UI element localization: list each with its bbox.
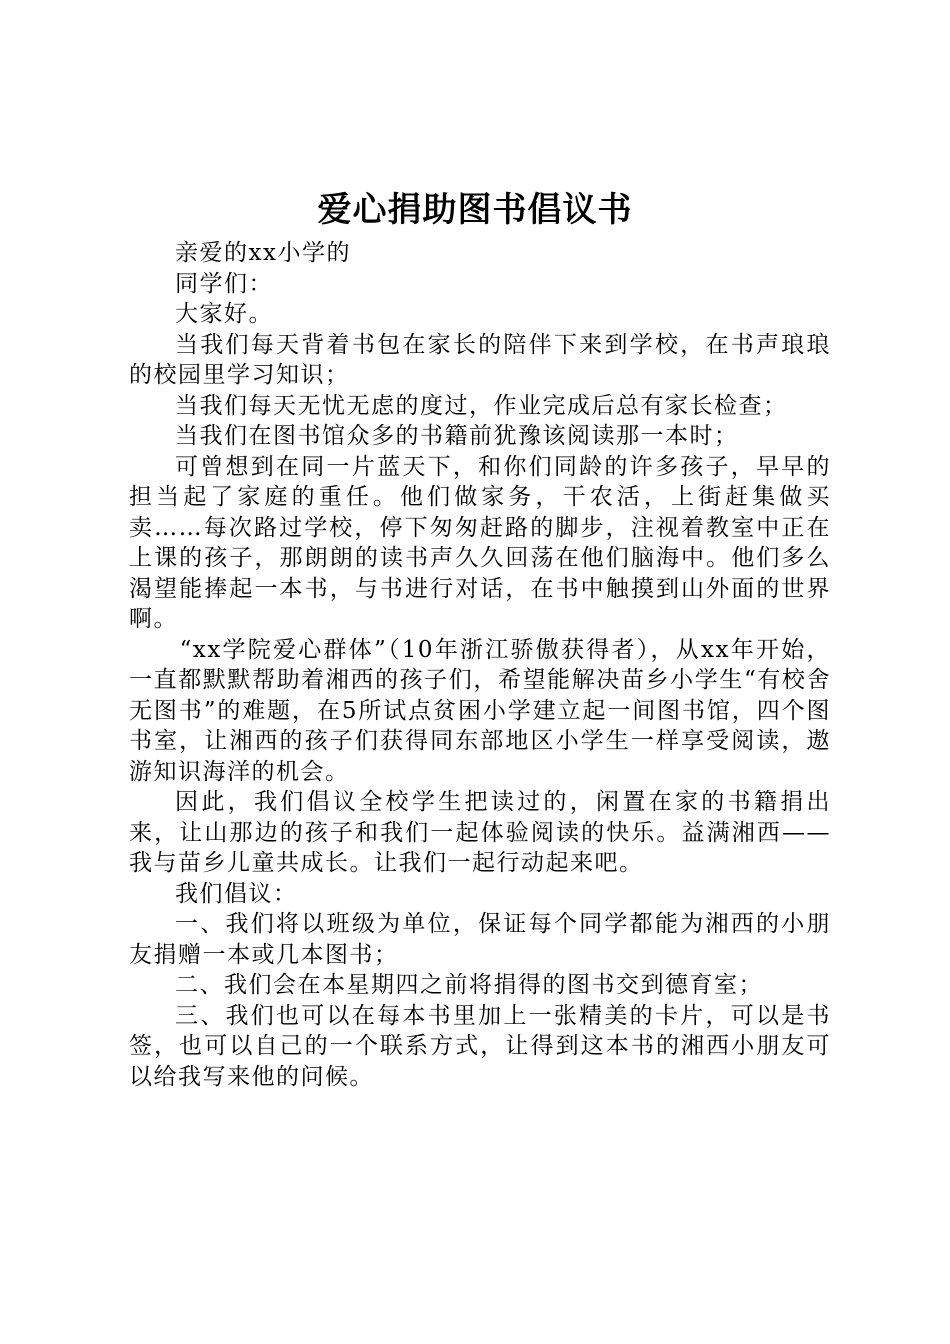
paragraph-1: 当我们每天背着书包在家长的陪伴下来到学校，在书声琅琅的校园里学习知识； [129, 331, 831, 388]
paragraph-3: 当我们在图书馆众多的书籍前犹豫该阅读那一本时； [175, 423, 739, 449]
greeting: 大家好。 [175, 301, 273, 327]
document-body [129, 238, 831, 1092]
proposal-item-1: 一、我们将以班级为单位，保证每个同学都能为湘西的小朋友捐赠一本或几本图书； [129, 911, 831, 968]
paragraph-4: 可曾想到在同一片蓝天下，和你们同龄的许多孩子，早早的担当起了家庭的重任。他们做家务，干农活，上街赶集做买卖……每次路过学校，停下匆匆赶路的脚步，注视着教室中正在上课的孩子，那朗朗的读书声久久回荡在他们脑海中。他们多么渴望能捧起一本书，与书进行对话，在书中触摸到山外面的世界啊。 [129, 453, 831, 632]
salutation-continued: 同学们： [175, 270, 273, 297]
proposal-heading: 我们倡议： [175, 880, 298, 907]
paragraph-2: 当我们每天无忧无虑的度过，作业完成后总有家长检查； [175, 392, 788, 419]
paragraph-6: 因此，我们倡议全校学生把读过的，闲置在家的书籍捐出来，让山那边的孩子和我们一起体验阅读的快乐。益满湘西——我与苗乡儿童共成长。让我们一起行动起来吧。 [129, 789, 831, 876]
document-title: 爱心捐助图书倡议书 [317, 190, 633, 230]
salutation: 亲爱的xx小学的 [175, 240, 351, 266]
proposal-item-2: 二、我们会在本星期四之前将捐得的图书交到德育室； [175, 972, 763, 998]
proposal-item-3: 三、我们也可以在每本书里加上一张精美的卡片，可以是书签，也可以自己的一个联系方式，让得到这本书的湘西小朋友可以给我写来他的问候。 [129, 1002, 831, 1090]
paragraph-5: “xx学院爱心群体”（10年浙江骄傲获得者），从xx年开始，一直都默默帮助着湘西的孩子们，希望能解决苗乡小学生“有校舍无图书”的难题，在5所试点贫困小学建立起一间图书馆，四个图书室，让湘西的孩子们获得同东部地区小学生一样享受阅读，遨游知识海洋的机会。 [129, 636, 831, 785]
